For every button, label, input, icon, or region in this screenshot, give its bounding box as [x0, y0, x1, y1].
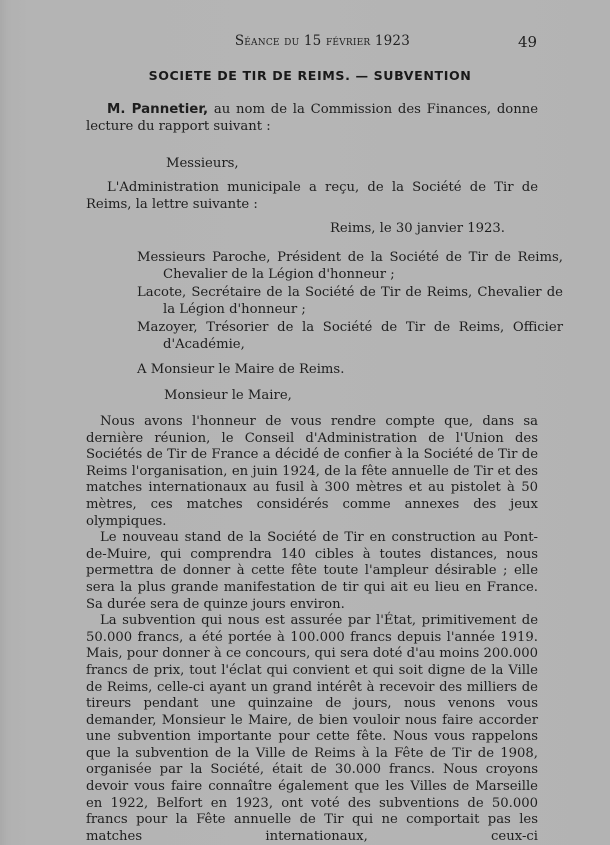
report-salutation: Messieurs, [166, 156, 239, 171]
intro-text: au nom de la Commission des Finances, donne lecture du rapport suivant : [86, 102, 538, 134]
letter-body [86, 414, 538, 845]
intro-paragraph [86, 102, 538, 135]
page-number: 49 [518, 33, 538, 51]
letter-dateline: Reims, le 30 janvier 1923. [330, 221, 505, 236]
section-title: SOCIETE DE TIR DE REIMS. — SUBVENTION [148, 68, 472, 83]
letter-salutation: Monsieur le Maire, [164, 388, 292, 403]
letter-paragraph: La subvention qui nous est assurée par l'État, primitivement de 50.000 francs, a été portée à 100.000 francs depuis l'année 1919. Mais, pour donner à ce concours, qui sera doté d'au moins 200.000 francs de prix, tout l'éclat qui convient et qui soit digne de la Ville de Reims, celle-ci ayant un grand intérêt à recevoir des milliers de tireurs pendant une quinzaine de jours, nous venons vous demander, Monsieur le Maire, de bien vouloir nous faire accorder une subvention importante pour cette fête. Nous vous rappelons que la subvention de la Ville de Reims à la Fête de Tir de 1908, organisée par la Société, était de 30.000 francs. Nous croyons devoir vous faire connaître également que les Villes de Marseille en 1922, Belfort en 1923, ont voté des subventions de 50.000 francs pour la Fête annuelle de Tir qui ne comportait pas les matches internationaux, ceux-ci [86, 613, 538, 844]
signatory-secretary: Lacote, Secrétaire de la Société de Tir de Reims, Chevalier de la Légion d'honneur ; [137, 285, 563, 317]
speaker-name: M. Pannetier, [107, 102, 209, 117]
letter-addressee: A Monsieur le Maire de Reims. [137, 362, 345, 377]
running-head-title: Séance du 15 février 1923 [234, 33, 410, 49]
report-opening-paragraph: L'Administration municipale a reçu, de la Société de Tir de Reims, la lettre suivante : [86, 180, 538, 212]
running-head [0, 33, 610, 53]
letter-paragraph: Le nouveau stand de la Société de Tir en construction au Pont-de-Muire, qui comprendra 140 cibles à toutes distances, nous permettra de donner à cette fête toute l'ampleur désirable ; elle sera la plus grande manifestation de tir qui ait eu lieu en France. Sa durée sera de quinze jours environ. [86, 530, 538, 612]
signatory-treasurer: Mazoyer, Trésorier de la Société de Tir de Reims, Officier d'Académie, [137, 320, 563, 352]
letter-paragraph: Nous avons l'honneur de vous rendre compte que, dans sa dernière réunion, le Conseil d'Administration de l'Union des Sociétés de Tir de France a décidé de confier à la Société de Tir de Reims l'organisation, en juin 1924, de la fête annuelle de Tir et des matches internationaux au fusil à 300 mètres et au pistolet à 50 mètres, ces matches considérés comme annexes des jeux olympiques. [86, 414, 538, 529]
signatory-president: Messieurs Paroche, Président de la Société de Tir de Reims, Chevalier de la Légion d'honneur ; [137, 250, 563, 282]
